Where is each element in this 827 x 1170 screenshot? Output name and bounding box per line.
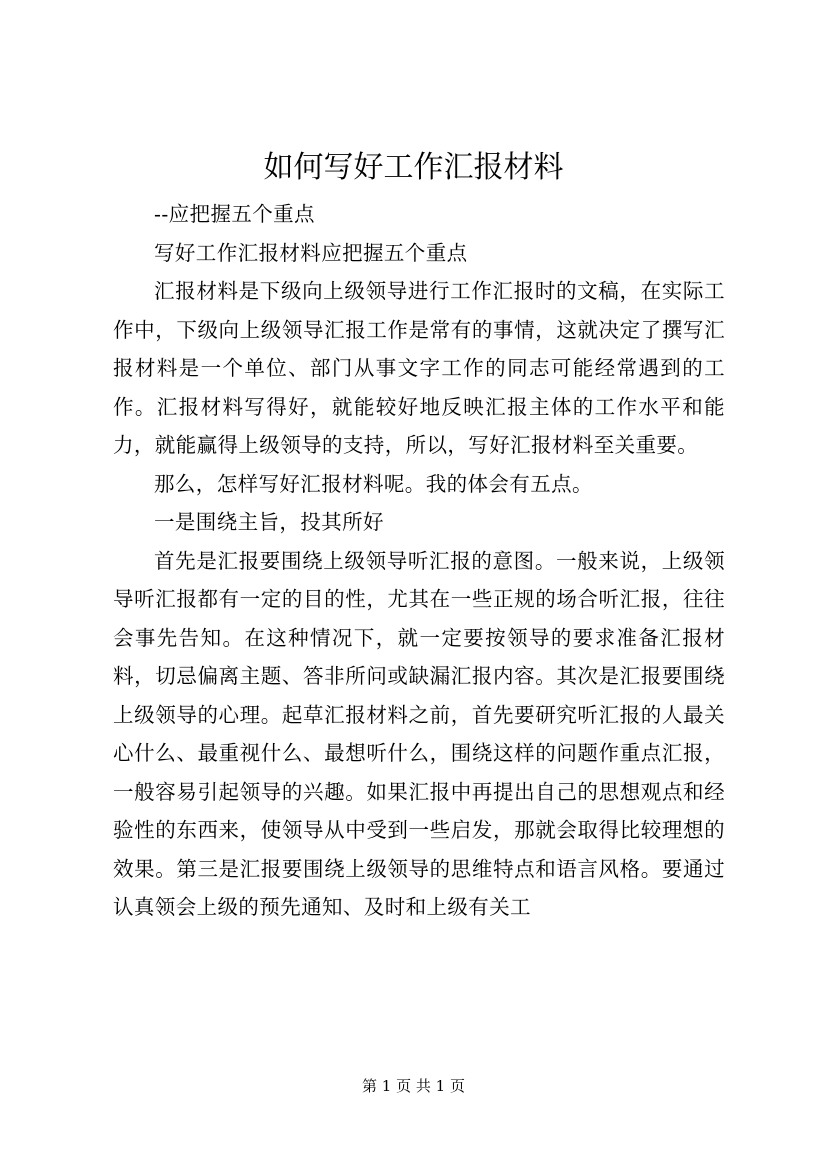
body-paragraph: 汇报材料是下级向上级领导进行工作汇报时的文稿，在实际工作中，下级向上级领导汇报工作是常有的事情，这就决定了撰写汇报材料是一个单位、部门从事文字工作的同志可能经常遇到的工作。汇报材料写得好，就能较好地反映汇报主体的工作水平和能力，就能赢得上级领导的支持，所以，写好汇报材料至关重要。 <box>113 279 725 457</box>
document-body <box>113 195 725 927</box>
subtitle-paragraph: --应把握五个重点 <box>154 202 315 226</box>
body-paragraph: 那么，怎样写好汇报材料呢。我的体会有五点。 <box>154 471 593 496</box>
body-paragraph: 首先是汇报要围绕上级领导听汇报的意图。一般来说，上级领导听汇报都有一定的目的性，尤其在一些正规的场合听汇报，往往会事先告知。在这种情况下，就一定要按领导的要求准备汇报材料，切忌偏离主题、答非所问或缺漏汇报内容。其次是汇报要围绕上级领导的心理。起草汇报材料之前，首先要研究听汇报的人最关心什么、最重视什么、最想听什么，围绕这样的问题作重点汇报，一般容易引起领导的兴趣。如果汇报中再提出自己的思想观点和经验性的东西来，使领导从中受到一些启发，那就会取得比较理想的效果。第三是汇报要围绕上级领导的思维特点和语言风格。要通过认真领会上级的预先通知、及时和上级有关工 <box>113 548 725 919</box>
heading-paragraph: 写好工作汇报材料应把握五个重点 <box>154 240 468 265</box>
document-title: 如何写好工作汇报材料 <box>263 150 564 185</box>
section-heading: 一是围绕主旨，投其所好 <box>154 510 384 534</box>
page-footer: 第 1 页 共 1 页 <box>362 1077 465 1095</box>
